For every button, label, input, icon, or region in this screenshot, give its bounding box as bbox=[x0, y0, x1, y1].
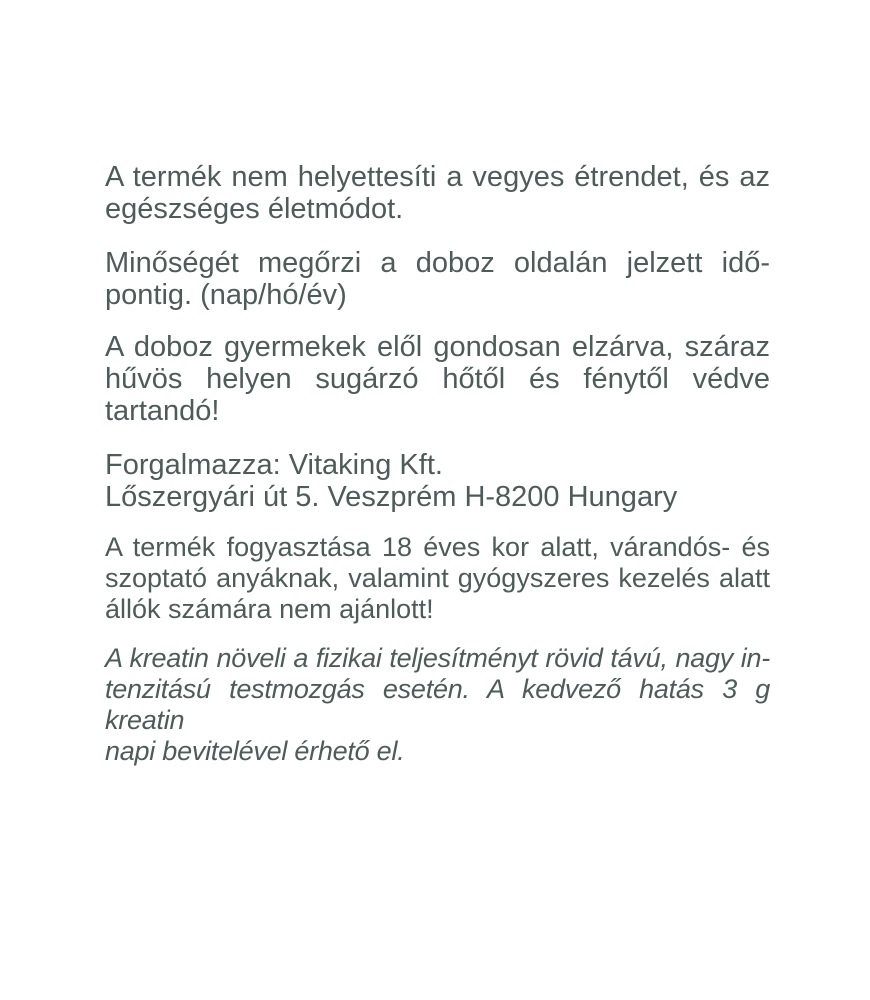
text-line: pontig. (nap/hó/év) bbox=[105, 279, 347, 311]
paragraph-creatine-claim bbox=[105, 643, 770, 767]
text-line: A termék nem helyettesíti a vegyes étrendet, és az bbox=[105, 161, 770, 193]
paragraph-storage-instructions bbox=[105, 331, 770, 427]
text-line: állók számára nem ajánlott! bbox=[105, 594, 434, 624]
text-line: szoptató anyáknak, valamint gyógyszeres kezelés alatt bbox=[105, 563, 770, 593]
text-line: hűvös helyen sugárzó hőtől és fénytől védve bbox=[105, 363, 770, 395]
paragraph-distributor-info bbox=[105, 449, 770, 513]
text-line: tartandó! bbox=[105, 395, 220, 427]
text-line: A doboz gyermekek elől gondosan elzárva, száraz bbox=[105, 331, 770, 363]
text-line: Minőségét megőrzi a doboz oldalán jelzett idő- bbox=[105, 247, 770, 279]
text-line: A kreatin növeli a fizikai teljesítményt rövid távú, nagy in- bbox=[105, 643, 770, 673]
text-line: A termék fogyasztása 18 éves kor alatt, várandós- és bbox=[105, 532, 770, 562]
text-line: Lőszergyári út 5. Veszprém H-8200 Hungary bbox=[105, 481, 678, 513]
text-line: egészséges életmódot. bbox=[105, 193, 404, 225]
text-line: tenzitású testmozgás esetén. A kedvező hatás 3 g kreatin bbox=[105, 674, 770, 735]
product-label-text bbox=[105, 161, 770, 767]
text-line: Forgalmazza: Vitaking Kft. bbox=[105, 449, 443, 481]
paragraph-varied-diet-disclaimer bbox=[105, 161, 770, 225]
paragraph-best-before-note bbox=[105, 247, 770, 311]
paragraph-consumption-warning bbox=[105, 532, 770, 625]
text-line: napi bevitelével érhető el. bbox=[105, 736, 405, 766]
